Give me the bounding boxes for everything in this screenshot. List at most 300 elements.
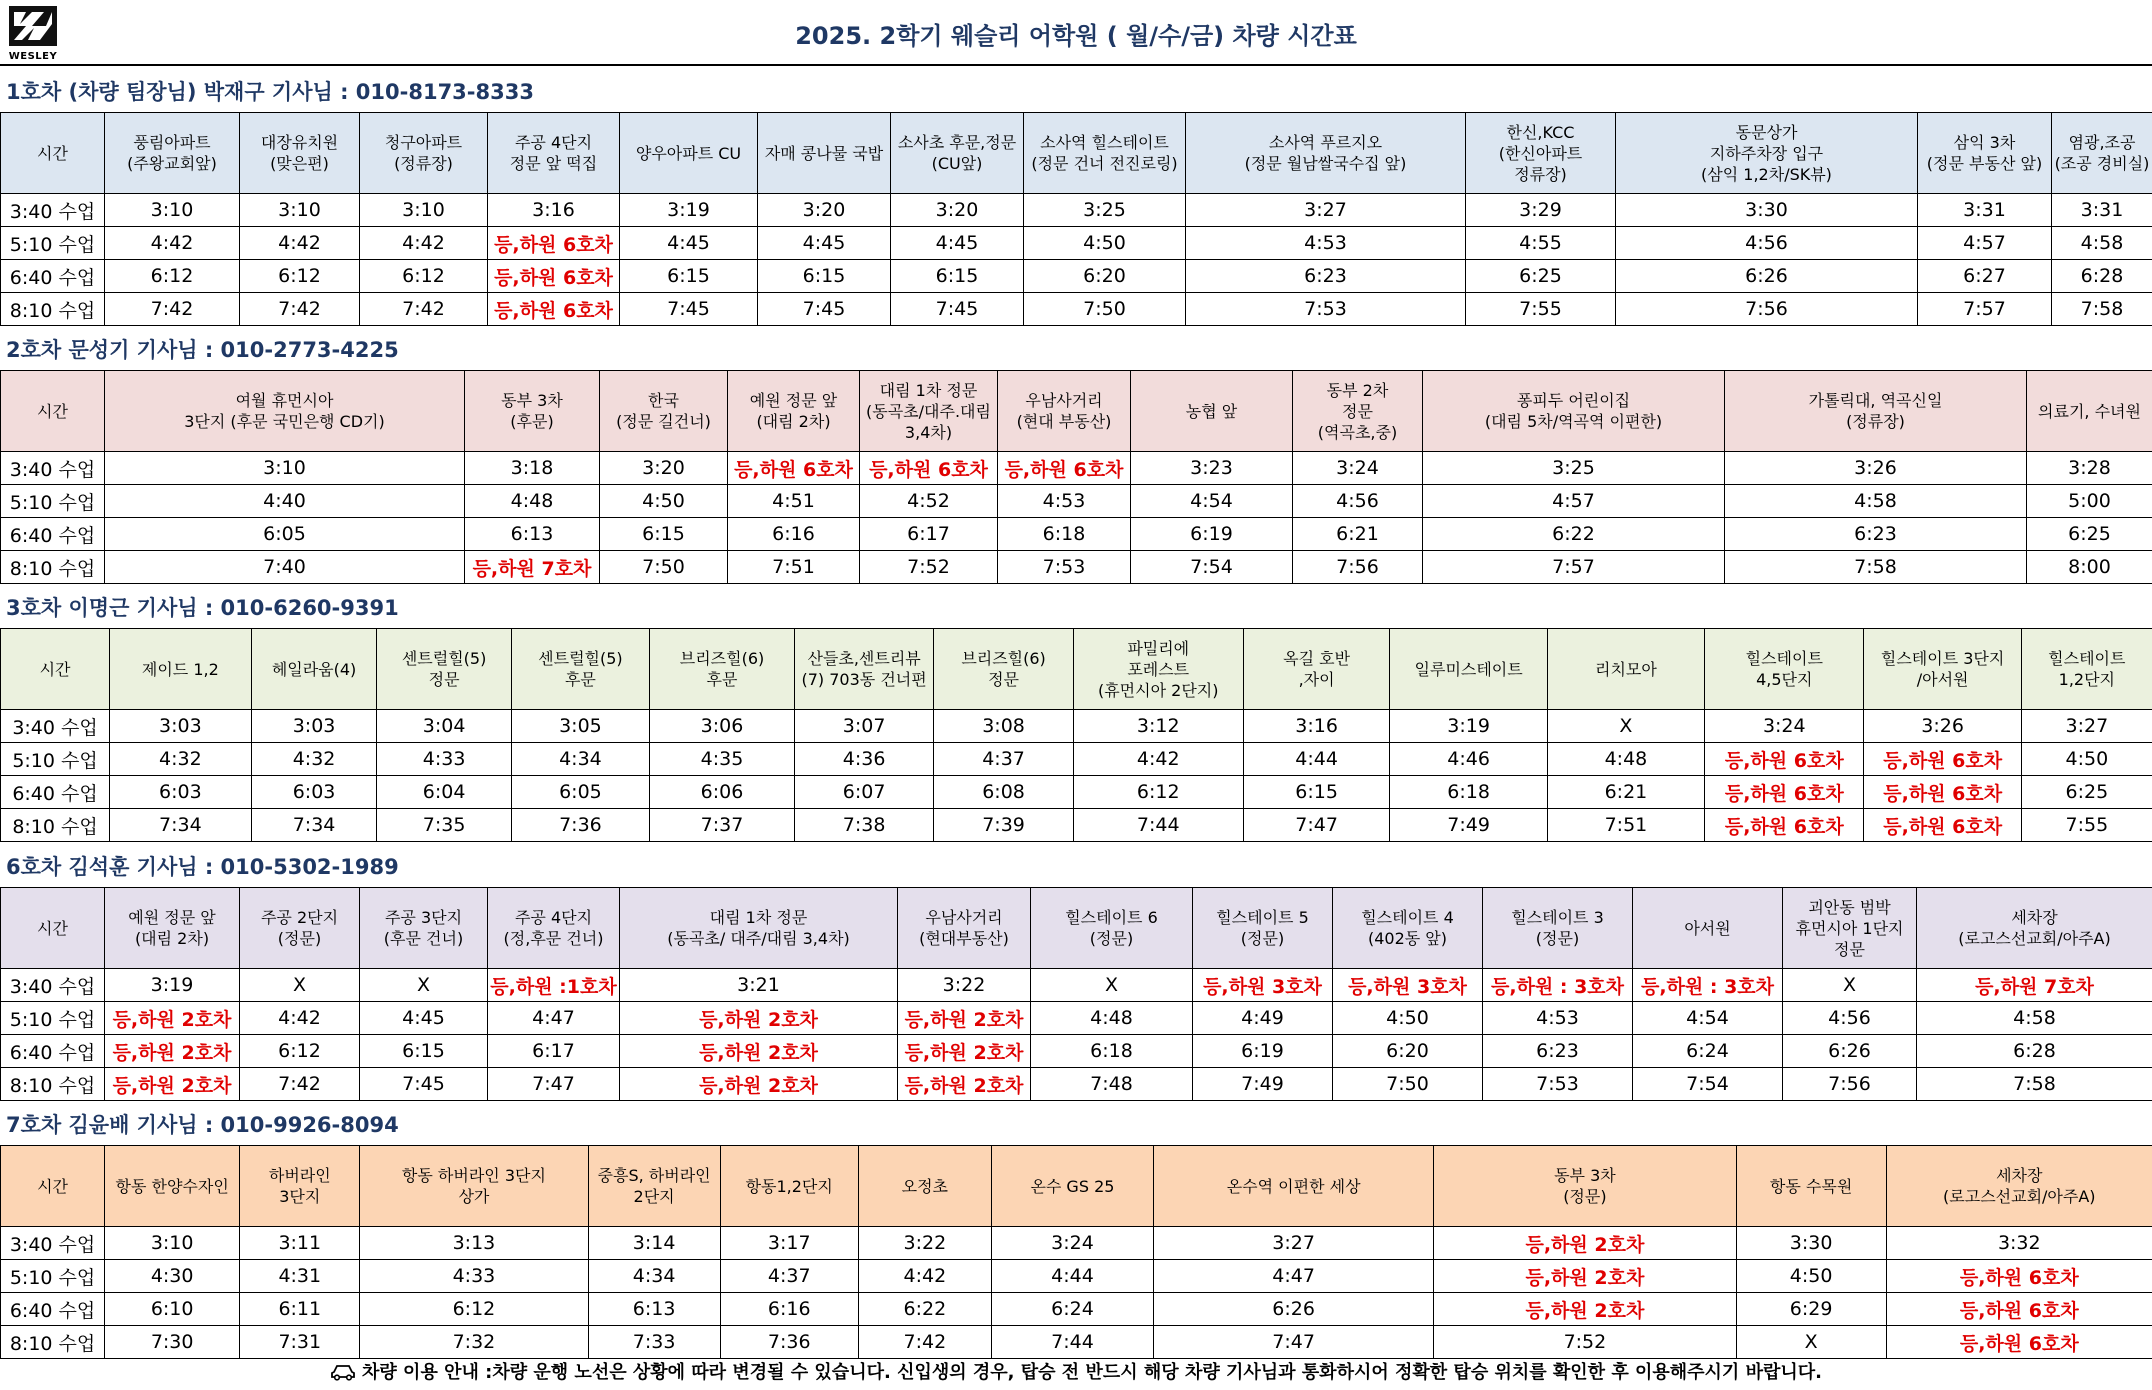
table-row xyxy=(1,227,2152,260)
stop-time-cell: 7:42 xyxy=(858,1326,991,1359)
stop-time-cell: 4:37 xyxy=(934,743,1073,776)
notice-text: 차량 이용 안내 :차량 운행 노선은 상황에 따라 변경될 수 있습니다. 신입생의 경우, 탑승 전 반드시 해당 차량 기사님과 통화하시어 정확한 탑승 위치를 확인한 후 이용해주시기 바랍니다. xyxy=(362,1362,1822,1383)
stop-header: 힐스테이트 4 (402동 앞) xyxy=(1333,888,1483,969)
stop-time-cell: 5:00 xyxy=(2027,485,2152,518)
table-row xyxy=(1,1035,2152,1068)
stop-time-cell: 등,하원 6호차 xyxy=(1864,809,2021,842)
stop-header: 힐스테이트 3 (정문) xyxy=(1483,888,1633,969)
stop-time-cell: 6:29 xyxy=(1736,1293,1886,1326)
stop-header: 제이드 1,2 xyxy=(110,629,252,710)
stop-time-cell: 6:16 xyxy=(728,518,860,551)
stop-time-cell: X xyxy=(1783,969,1917,1002)
stop-header: 대장유치원 (맞은편) xyxy=(240,113,360,194)
stop-time-cell: 6:25 xyxy=(1466,260,1616,293)
stop-time-cell: 6:12 xyxy=(1073,776,1243,809)
stop-time-cell: 등,하원 6호차 xyxy=(1886,1260,2152,1293)
stop-time-cell: 6:23 xyxy=(1725,518,2027,551)
class-time-cell: 6:40 수업 xyxy=(1,1293,105,1326)
class-time-cell: 8:10 수업 xyxy=(1,809,110,842)
stop-time-cell: 등,하원 3호차 xyxy=(1333,969,1483,1002)
stop-time-cell: 6:17 xyxy=(860,518,998,551)
stop-time-cell: 4:32 xyxy=(110,743,252,776)
stop-time-cell: 6:03 xyxy=(110,776,252,809)
time-header: 시간 xyxy=(1,629,110,710)
stop-time-cell: 6:15 xyxy=(600,518,728,551)
stop-time-cell: 4:30 xyxy=(105,1260,240,1293)
table-row xyxy=(1,518,2152,551)
stop-time-cell: 3:10 xyxy=(105,194,240,227)
class-time-cell: 6:40 수업 xyxy=(1,1035,105,1068)
stop-time-cell: 7:44 xyxy=(1073,809,1243,842)
stop-time-cell: 7:56 xyxy=(1783,1068,1917,1101)
stop-time-cell: 등,하원 2호차 xyxy=(898,1035,1031,1068)
stop-time-cell: X xyxy=(1736,1326,1886,1359)
stop-time-cell: 4:42 xyxy=(360,227,488,260)
stop-time-cell: 6:19 xyxy=(1131,518,1293,551)
stop-time-cell: X xyxy=(360,969,488,1002)
stop-time-cell: 3:20 xyxy=(891,194,1024,227)
stop-time-cell: 등,하원 6호차 xyxy=(488,260,620,293)
stop-time-cell: 6:10 xyxy=(105,1293,240,1326)
stop-header: 주공 3단지 (후문 건너) xyxy=(360,888,488,969)
car-icon xyxy=(330,1363,356,1386)
stop-time-cell: 4:45 xyxy=(620,227,758,260)
stop-header: 염광,조공 (조공 경비실) xyxy=(2052,113,2152,194)
stop-time-cell: 7:42 xyxy=(105,293,240,326)
stop-time-cell: 3:17 xyxy=(720,1227,858,1260)
stop-time-cell: 6:12 xyxy=(360,1293,588,1326)
table-row xyxy=(1,969,2152,1002)
stop-time-cell: 등,하원 2호차 xyxy=(1434,1293,1736,1326)
stop-time-cell: 등,하원 : 3호차 xyxy=(1633,969,1783,1002)
stop-time-cell: 3:16 xyxy=(488,194,620,227)
stop-header: 동문상가 지하주차장 입구 (삼익 1,2차/SK뷰) xyxy=(1616,113,1918,194)
stop-time-cell: 7:57 xyxy=(1918,293,2052,326)
stop-time-cell: 7:45 xyxy=(360,1068,488,1101)
stop-header: 주공 4단지 (정,후문 건너) xyxy=(488,888,620,969)
table-row xyxy=(1,1002,2152,1035)
table-row xyxy=(1,1326,2152,1359)
stop-time-cell: 4:34 xyxy=(511,743,649,776)
stop-time-cell: 6:20 xyxy=(1333,1035,1483,1068)
stop-time-cell: 7:53 xyxy=(1483,1068,1633,1101)
stop-time-cell: 7:57 xyxy=(1423,551,1725,584)
stop-time-cell: X xyxy=(240,969,360,1002)
stop-time-cell: 7:40 xyxy=(105,551,465,584)
header-bar xyxy=(0,0,2152,66)
stop-time-cell: 3:32 xyxy=(1886,1227,2152,1260)
stop-time-cell: 6:18 xyxy=(1390,776,1547,809)
stop-time-cell: 3:20 xyxy=(758,194,891,227)
table-row xyxy=(1,1260,2152,1293)
stop-time-cell: 3:19 xyxy=(620,194,758,227)
stop-time-cell: 등,하원 2호차 xyxy=(620,1002,898,1035)
stop-time-cell: 7:36 xyxy=(720,1326,858,1359)
stop-header: 힐스테이트 4,5단지 xyxy=(1705,629,1864,710)
stop-time-cell: 4:45 xyxy=(360,1002,488,1035)
driver-1-label: 1호차 (차량 팀장님) 박재구 기사님 : 010-8173-8333 xyxy=(6,80,534,104)
stop-time-cell: 4:44 xyxy=(991,1260,1153,1293)
stop-time-cell: 6:15 xyxy=(360,1035,488,1068)
class-time-cell: 8:10 수업 xyxy=(1,551,105,584)
stop-header: 대림 1차 정문 (동곡초/대주.대림 3,4차) xyxy=(860,371,998,452)
stop-time-cell: 등,하원 6호차 xyxy=(1864,743,2021,776)
stop-time-cell: 3:14 xyxy=(588,1227,720,1260)
stop-time-cell: 7:49 xyxy=(1193,1068,1333,1101)
stop-time-cell: 3:24 xyxy=(991,1227,1153,1260)
stop-time-cell: 4:42 xyxy=(105,227,240,260)
stop-time-cell: 6:12 xyxy=(105,260,240,293)
stop-time-cell: 4:42 xyxy=(240,227,360,260)
stop-time-cell: X xyxy=(1547,710,1704,743)
stop-time-cell: 4:34 xyxy=(588,1260,720,1293)
class-time-cell: 6:40 수업 xyxy=(1,518,105,551)
stop-time-cell: 6:05 xyxy=(105,518,465,551)
stop-time-cell: 6:28 xyxy=(1917,1035,2152,1068)
stop-time-cell: 6:12 xyxy=(240,1035,360,1068)
stop-header: 주공 2단지 (정문) xyxy=(240,888,360,969)
stop-time-cell: 6:03 xyxy=(251,776,377,809)
stop-time-cell: 3:03 xyxy=(251,710,377,743)
header-row xyxy=(1,629,2152,710)
stop-time-cell: 6:15 xyxy=(1243,776,1390,809)
stop-time-cell: 6:21 xyxy=(1293,518,1423,551)
stop-time-cell: 3:03 xyxy=(110,710,252,743)
stop-header: 한신,KCC (한신아파트 정류장) xyxy=(1466,113,1616,194)
stop-time-cell: 4:57 xyxy=(1423,485,1725,518)
stop-time-cell: 등,하원 6호차 xyxy=(1886,1293,2152,1326)
stop-time-cell: 4:40 xyxy=(105,485,465,518)
stop-header: 농협 앞 xyxy=(1131,371,1293,452)
stop-time-cell: 6:28 xyxy=(2052,260,2152,293)
stop-time-cell: 4:50 xyxy=(2021,743,2152,776)
stop-time-cell: 6:08 xyxy=(934,776,1073,809)
class-time-cell: 5:10 수업 xyxy=(1,1260,105,1293)
stop-time-cell: 4:37 xyxy=(720,1260,858,1293)
stop-header: 중흥S, 하버라인 2단지 xyxy=(588,1146,720,1227)
stop-header: 하버라인 3단지 xyxy=(240,1146,360,1227)
stop-time-cell: 6:25 xyxy=(2021,776,2152,809)
stop-time-cell: 7:47 xyxy=(1154,1326,1434,1359)
table-row xyxy=(1,710,2152,743)
stop-time-cell: 7:42 xyxy=(240,1068,360,1101)
stop-time-cell: 4:42 xyxy=(1073,743,1243,776)
stop-time-cell: 4:57 xyxy=(1918,227,2052,260)
stop-time-cell: 4:56 xyxy=(1293,485,1423,518)
stop-time-cell: 4:50 xyxy=(600,485,728,518)
stop-time-cell: 4:51 xyxy=(728,485,860,518)
time-header: 시간 xyxy=(1,1146,105,1227)
stop-time-cell: 7:50 xyxy=(1024,293,1186,326)
stop-time-cell: 7:55 xyxy=(2021,809,2152,842)
table-row xyxy=(1,1293,2152,1326)
stop-time-cell: 4:48 xyxy=(465,485,600,518)
schedule-table-car-1 xyxy=(0,112,2152,326)
stop-header: 풍림아파트 (주왕교회앞) xyxy=(105,113,240,194)
stop-header: 주공 4단지 정문 앞 떡집 xyxy=(488,113,620,194)
stop-header: 동부 2차 정문 (역곡초,중) xyxy=(1293,371,1423,452)
stop-header: 항동 수목원 xyxy=(1736,1146,1886,1227)
class-time-cell: 3:40 수업 xyxy=(1,194,105,227)
stop-time-cell: 3:25 xyxy=(1423,452,1725,485)
stop-time-cell: 3:08 xyxy=(934,710,1073,743)
stop-header: 리치모아 xyxy=(1547,629,1704,710)
class-time-cell: 8:10 수업 xyxy=(1,1068,105,1101)
stop-time-cell: 3:19 xyxy=(1390,710,1547,743)
table-row xyxy=(1,776,2152,809)
stop-time-cell: 3:21 xyxy=(620,969,898,1002)
stop-time-cell: 7:34 xyxy=(110,809,252,842)
stop-time-cell: 4:45 xyxy=(891,227,1024,260)
stop-time-cell: 4:54 xyxy=(1633,1002,1783,1035)
stop-header: 퐁피두 어린이집 (대림 5차/역곡역 이편한) xyxy=(1423,371,1725,452)
stop-time-cell: 7:58 xyxy=(1917,1068,2152,1101)
header-row xyxy=(1,371,2152,452)
stop-time-cell: 6:23 xyxy=(1483,1035,1633,1068)
stop-time-cell: 7:44 xyxy=(991,1326,1153,1359)
class-time-cell: 5:10 수업 xyxy=(1,743,110,776)
stop-time-cell: 3:31 xyxy=(2052,194,2152,227)
stop-header: 세차장 (로고스선교회/아주A) xyxy=(1886,1146,2152,1227)
stop-time-cell: 3:13 xyxy=(360,1227,588,1260)
stop-time-cell: 3:28 xyxy=(2027,452,2152,485)
stop-time-cell: 3:26 xyxy=(1725,452,2027,485)
stop-time-cell: 3:06 xyxy=(650,710,795,743)
stop-time-cell: 3:05 xyxy=(511,710,649,743)
stop-time-cell: 4:58 xyxy=(1917,1002,2152,1035)
stop-time-cell: 등,하원 2호차 xyxy=(1434,1227,1736,1260)
stop-time-cell: 3:12 xyxy=(1073,710,1243,743)
stop-header: 괴안동 범박 휴먼시아 1단지 정문 xyxy=(1783,888,1917,969)
driver-6-label: 6호차 김석훈 기사님 : 010-5302-1989 xyxy=(6,855,399,879)
class-time-cell: 3:40 수업 xyxy=(1,710,110,743)
stop-time-cell: 4:53 xyxy=(1483,1002,1633,1035)
stop-header: 센트럴힐(5) 정문 xyxy=(377,629,511,710)
stop-time-cell: 등,하원 6호차 xyxy=(1705,776,1864,809)
stop-header: 파밀리에 포레스트 (휴먼시아 2단지) xyxy=(1073,629,1243,710)
stop-time-cell: 등,하원 6호차 xyxy=(488,227,620,260)
stop-header: 항동 한양수자인 xyxy=(105,1146,240,1227)
class-time-cell: 3:40 수업 xyxy=(1,452,105,485)
stop-header: 우남사거리 (현대 부동산) xyxy=(998,371,1131,452)
stop-time-cell: 6:13 xyxy=(465,518,600,551)
stop-time-cell: 6:15 xyxy=(620,260,758,293)
stop-time-cell: 6:17 xyxy=(488,1035,620,1068)
stop-time-cell: 4:45 xyxy=(758,227,891,260)
stop-time-cell: 4:54 xyxy=(1131,485,1293,518)
stop-header: 힐스테이트 6 (정문) xyxy=(1031,888,1193,969)
stop-time-cell: 6:05 xyxy=(511,776,649,809)
stop-time-cell: 6:19 xyxy=(1193,1035,1333,1068)
stop-time-cell: 7:58 xyxy=(1725,551,2027,584)
stop-time-cell: 7:50 xyxy=(1333,1068,1483,1101)
stop-time-cell: 8:00 xyxy=(2027,551,2152,584)
schedule-table-car-3 xyxy=(0,628,2152,842)
stop-time-cell: 6:15 xyxy=(758,260,891,293)
stop-time-cell: 4:48 xyxy=(1031,1002,1193,1035)
stop-time-cell: 등,하원 :1호차 xyxy=(488,969,620,1002)
stop-time-cell: 7:31 xyxy=(240,1326,360,1359)
stop-time-cell: 4:50 xyxy=(1736,1260,1886,1293)
stop-time-cell: 3:16 xyxy=(1243,710,1390,743)
stop-time-cell: 등,하원 2호차 xyxy=(898,1002,1031,1035)
stop-time-cell: 3:22 xyxy=(898,969,1031,1002)
stop-time-cell: 6:24 xyxy=(991,1293,1153,1326)
stop-time-cell: 3:27 xyxy=(1186,194,1466,227)
table-row xyxy=(1,551,2152,584)
stop-time-cell: 4:55 xyxy=(1466,227,1616,260)
stop-time-cell: 6:04 xyxy=(377,776,511,809)
driver-7-label: 7호차 김윤배 기사님 : 010-9926-8094 xyxy=(6,1113,399,1137)
stop-time-cell: 등,하원 6호차 xyxy=(728,452,860,485)
stop-time-cell: 7:54 xyxy=(1633,1068,1783,1101)
stop-header: 항동 하버라인 3단지 상가 xyxy=(360,1146,588,1227)
stop-header: 산들초,센트리뷰 (7) 703동 건너편 xyxy=(794,629,933,710)
stop-time-cell: 등,하원 2호차 xyxy=(620,1035,898,1068)
stop-time-cell: 3:04 xyxy=(377,710,511,743)
stop-header: 오정초 xyxy=(858,1146,991,1227)
stop-header: 예원 정문 앞 (대림 2차) xyxy=(728,371,860,452)
stop-time-cell: 7:32 xyxy=(360,1326,588,1359)
time-header: 시간 xyxy=(1,888,105,969)
stop-time-cell: 6:18 xyxy=(998,518,1131,551)
stop-time-cell: 7:52 xyxy=(860,551,998,584)
class-time-cell: 6:40 수업 xyxy=(1,260,105,293)
header-row xyxy=(1,1146,2152,1227)
stop-time-cell: X xyxy=(1031,969,1193,1002)
stop-time-cell: 3:10 xyxy=(105,1227,240,1260)
stop-time-cell: 7:35 xyxy=(377,809,511,842)
stop-time-cell: 4:36 xyxy=(794,743,933,776)
stop-header: 소사역 푸르지오 (정문 월남쌀국수집 앞) xyxy=(1186,113,1466,194)
header-row xyxy=(1,113,2152,194)
table-row xyxy=(1,1068,2152,1101)
stop-time-cell: 4:44 xyxy=(1243,743,1390,776)
stop-time-cell: 등,하원 6호차 xyxy=(1705,743,1864,776)
table-row xyxy=(1,194,2152,227)
stop-time-cell: 4:49 xyxy=(1193,1002,1333,1035)
stop-header: 가톨릭대, 역곡신일 (정류장) xyxy=(1725,371,2027,452)
class-time-cell: 5:10 수업 xyxy=(1,1002,105,1035)
stop-time-cell: 4:50 xyxy=(1024,227,1186,260)
stop-header: 옥길 호반 ,자이 xyxy=(1243,629,1390,710)
stop-time-cell: 등,하원 6호차 xyxy=(998,452,1131,485)
stop-time-cell: 6:22 xyxy=(1423,518,1725,551)
stop-header: 한국 (정문 길건너) xyxy=(600,371,728,452)
table-row xyxy=(1,809,2152,842)
stop-time-cell: 6:16 xyxy=(720,1293,858,1326)
stop-time-cell: 7:45 xyxy=(758,293,891,326)
stop-time-cell: 4:47 xyxy=(1154,1260,1434,1293)
stop-header: 힐스테이트 5 (정문) xyxy=(1193,888,1333,969)
class-time-cell: 6:40 수업 xyxy=(1,776,110,809)
stop-time-cell: 6:26 xyxy=(1616,260,1918,293)
stop-time-cell: 6:06 xyxy=(650,776,795,809)
stop-time-cell: 7:34 xyxy=(251,809,377,842)
stop-time-cell: 6:12 xyxy=(240,260,360,293)
stop-time-cell: 등,하원 2호차 xyxy=(105,1035,240,1068)
stop-header: 온수역 이편한 세상 xyxy=(1154,1146,1434,1227)
stop-time-cell: 4:31 xyxy=(240,1260,360,1293)
stop-time-cell: 7:56 xyxy=(1616,293,1918,326)
stop-time-cell: 3:22 xyxy=(858,1227,991,1260)
stop-header: 의료기, 수녀원 xyxy=(2027,371,2152,452)
stop-time-cell: 7:45 xyxy=(891,293,1024,326)
table-row xyxy=(1,1227,2152,1260)
stop-time-cell: 3:10 xyxy=(360,194,488,227)
stop-time-cell: 3:29 xyxy=(1466,194,1616,227)
stop-header: 항동1,2단지 xyxy=(720,1146,858,1227)
stop-time-cell: 7:56 xyxy=(1293,551,1423,584)
stop-time-cell: 7:51 xyxy=(1547,809,1704,842)
stop-time-cell: 6:13 xyxy=(588,1293,720,1326)
stop-time-cell: 7:36 xyxy=(511,809,649,842)
stop-time-cell: 3:31 xyxy=(1918,194,2052,227)
stop-header: 삼익 3차 (정문 부동산 앞) xyxy=(1918,113,2052,194)
stop-time-cell: 7:39 xyxy=(934,809,1073,842)
stop-time-cell: 4:42 xyxy=(858,1260,991,1293)
stop-header: 헤일라움(4) xyxy=(251,629,377,710)
class-time-cell: 5:10 수업 xyxy=(1,227,105,260)
stop-time-cell: 6:23 xyxy=(1186,260,1466,293)
stop-time-cell: 등,하원 7호차 xyxy=(1917,969,2152,1002)
stop-time-cell: 3:23 xyxy=(1131,452,1293,485)
stop-time-cell: 3:10 xyxy=(240,194,360,227)
stop-header: 온수 GS 25 xyxy=(991,1146,1153,1227)
class-time-cell: 3:40 수업 xyxy=(1,969,105,1002)
stop-time-cell: 3:07 xyxy=(794,710,933,743)
stop-time-cell: 6:25 xyxy=(2027,518,2152,551)
stop-time-cell: 4:47 xyxy=(488,1002,620,1035)
stop-time-cell: 7:45 xyxy=(620,293,758,326)
stop-time-cell: 3:24 xyxy=(1293,452,1423,485)
stop-time-cell: 7:37 xyxy=(650,809,795,842)
schedule-table-car-7 xyxy=(0,1145,2152,1359)
driver-2-label: 2호차 문성기 기사님 : 010-2773-4225 xyxy=(6,338,399,362)
stop-header: 우남사거리 (현대부동산) xyxy=(898,888,1031,969)
stop-time-cell: 6:20 xyxy=(1024,260,1186,293)
stop-header: 소사역 힐스테이트 (정문 건너 전진로링) xyxy=(1024,113,1186,194)
stop-time-cell: 7:54 xyxy=(1131,551,1293,584)
stop-time-cell: 4:52 xyxy=(860,485,998,518)
stop-time-cell: 3:10 xyxy=(105,452,465,485)
stop-time-cell: 6:22 xyxy=(858,1293,991,1326)
stop-time-cell: 3:30 xyxy=(1616,194,1918,227)
stop-time-cell: 7:53 xyxy=(998,551,1131,584)
stop-time-cell: 6:07 xyxy=(794,776,933,809)
stop-header: 소사초 후문,정문 (CU앞) xyxy=(891,113,1024,194)
stop-time-cell: 4:58 xyxy=(2052,227,2152,260)
stop-time-cell: 3:11 xyxy=(240,1227,360,1260)
stop-time-cell: 6:11 xyxy=(240,1293,360,1326)
stop-time-cell: 7:52 xyxy=(1434,1326,1736,1359)
stop-header: 브리즈힐(6) 정문 xyxy=(934,629,1073,710)
stop-time-cell: 3:26 xyxy=(1864,710,2021,743)
stop-time-cell: 6:21 xyxy=(1547,776,1704,809)
notice-footer xyxy=(0,1358,2152,1386)
stop-time-cell: 6:12 xyxy=(360,260,488,293)
stop-time-cell: 등,하원 6호차 xyxy=(1886,1326,2152,1359)
stop-header: 동부 3차 (후문) xyxy=(465,371,600,452)
stop-time-cell: 7:48 xyxy=(1031,1068,1193,1101)
stop-time-cell: 6:18 xyxy=(1031,1035,1193,1068)
stop-time-cell: 4:32 xyxy=(251,743,377,776)
stop-header: 양우아파트 CU xyxy=(620,113,758,194)
stop-header: 일루미스테이트 xyxy=(1390,629,1547,710)
stop-time-cell: 7:58 xyxy=(2052,293,2152,326)
stop-time-cell: 4:53 xyxy=(1186,227,1466,260)
stop-time-cell: 7:47 xyxy=(488,1068,620,1101)
